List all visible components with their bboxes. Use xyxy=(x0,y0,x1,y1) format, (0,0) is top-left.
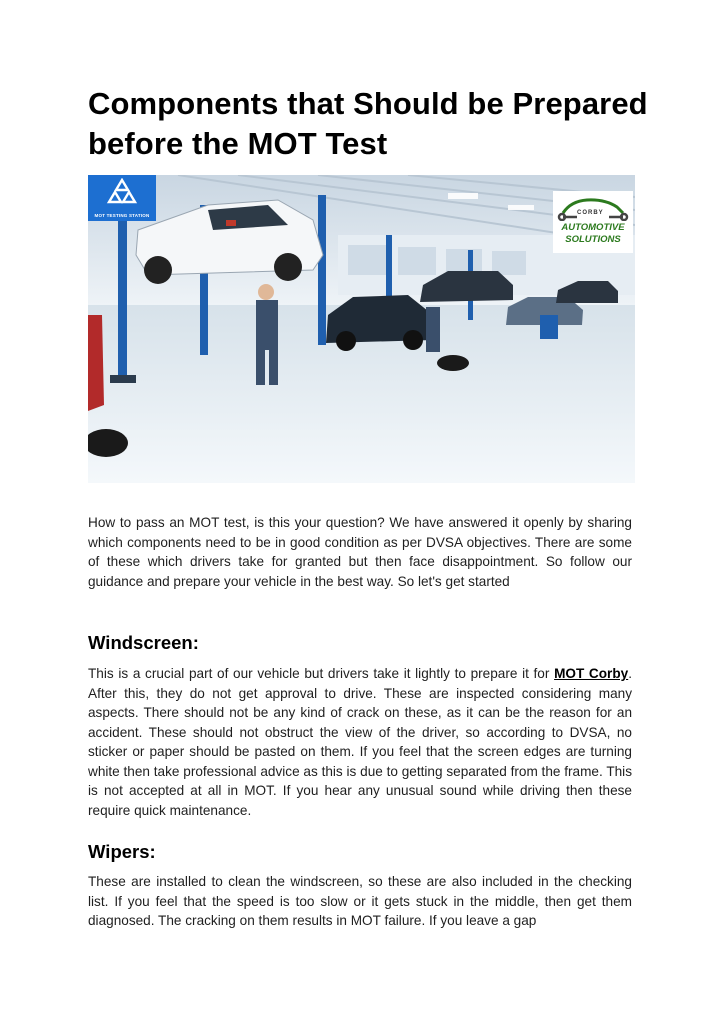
wipers-paragraph: These are installed to clean the windscreen, so these are also included in the checking list. If you feel that the speed is too slow or it gets stuck in the middle, then get them diagnosed. The cracking on them results in MOT failure. If you leave a gap xyxy=(88,874,632,928)
car-wrench-icon xyxy=(557,195,629,221)
corby-line2: SOLUTIONS xyxy=(565,234,621,245)
garage-photo xyxy=(88,175,635,483)
section-heading-wipers: Wipers: xyxy=(88,841,156,862)
page-title: Components that Should be Prepared before the MOT Test xyxy=(88,86,648,161)
windscreen-paragraph xyxy=(88,664,632,820)
mot-logo-text: MOT TESTING STATION xyxy=(94,213,150,218)
windscreen-text-start: This is a crucial part of our vehicle but drivers take it lightly to prepare it for xyxy=(88,666,555,681)
mot-corby-link[interactable]: MOT Corby xyxy=(554,666,629,681)
mot-testing-station-logo xyxy=(88,175,156,221)
corby-brand-text: CORBY xyxy=(577,210,604,216)
windscreen-text-end: . After this, they do not get approval to drive. These are inspected considering many aspects. There should not be any kind of crack on these, as it can be the reason for an accident. These should not obstruct the view of the driver, so according to DVSA, no sticker or paper should be pasted on them. If you feel that the screen edges are turning white then take professional advice as this is due to getting separated from the frame. This is not accepted at all in MOT. If you hear any unusual sound while driving then these require quick maintenance. xyxy=(88,666,632,818)
intro-paragraph: How to pass an MOT test, is this your question? We have answered it openly by sharing which components need to be in good condition as per DVSA objectives. There are some of these which drivers take for granted but then face disappointment. So follow our guidance and prepare your vehicle in the best way. So let's get started xyxy=(88,515,632,589)
corby-automotive-logo xyxy=(553,191,633,253)
section-heading-windscreen: Windscreen: xyxy=(88,632,199,653)
triple-triangle-icon xyxy=(106,178,138,206)
corby-line1: AUTOMOTIVE xyxy=(561,222,625,233)
